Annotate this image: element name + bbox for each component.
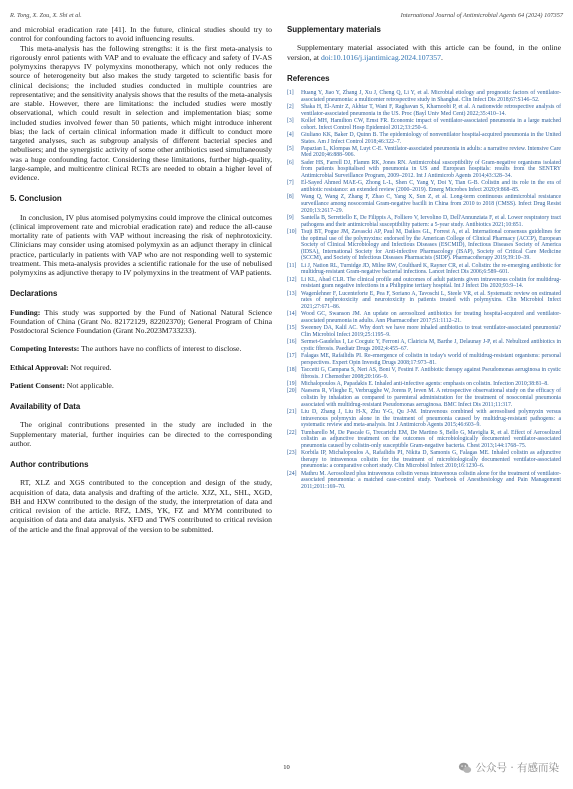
reference-number: [3] <box>287 117 294 124</box>
funding-statement <box>10 308 272 336</box>
reference-text: Falagas ME, Rafailidis PI. Re-emergence of colistin in today's world of multidrug-resistant organisms: personal perspectives. Expert Opin Investig Drugs 2008;17:973–81. <box>301 353 561 366</box>
watermark <box>458 760 559 775</box>
reference-item[interactable] <box>287 118 561 131</box>
reference-text: Huang Y, Jiao Y, Zhang J, Xu J, Cheng Q, Li Y, et al. Microbial etiology and prognostic factors of ventilator-associated pneumonia: a multicenter retrospective study in Shanghai. Clin Infect Dis 2018;67:S146–52. <box>301 90 561 103</box>
reference-text: Taccetti G, Campana S, Neri AS, Boni V, Festini F. Antibiotic therapy against Pseudomonas aeruginosa in cystic fibrosis. J Chemother 2008;20:166–9. <box>301 367 561 380</box>
reference-text: Liu D, Zhang J, Liu H-X, Zhu Y-G, Qu J-M. Intravenous combined with aerosolised polymyxin versus intravenous polymyxin alone in the treatment of pneumonia caused by multidrug-resistant pathogens: a systematic review and meta-analysis. Int J Antimicrob Agents 2015;46:603–9. <box>301 408 561 429</box>
reference-number: [18] <box>287 367 297 374</box>
watermark-text: 公众号 · 有感而染 <box>475 762 559 774</box>
reference-number: [11] <box>287 262 297 269</box>
reference-item[interactable] <box>287 471 561 491</box>
supplementary-end: . <box>440 52 443 62</box>
supplementary-doi-link[interactable]: doi:10.1016/j.ijantimicag.2024.107357 <box>320 52 441 62</box>
reference-number: [19] <box>287 381 297 387</box>
reference-text: Tsuji BT, Pogue JM, Zavascki AP, Paul M, Daikos GL, Forrest A, et al. International consensus guidelines for the optimal use of the polymyxins: endorsed by the American College of Clinical Pharmacy (ACCP), European Society of Clinical Microbiology and Infectious Diseases (ESCMID), Infectious Diseases Society of America (IDSA), International Society for Anti-infective Pharmacology (ISAP), Society of Critical Care Medicine (SCCM), and Society of Infectious Diseases Pharmacists (SIDP). Pharmacotherapy 2019;39:10–39. <box>301 228 561 262</box>
reference-text: Sermet-Gaudelus I, Le Cocguic Y, Ferroni A, Clairicia M, Barthe J, Delaunay J-P, et al. Nebulized antibiotics in cystic fibrosis. Paediatr Drugs 2002;4:455–67. <box>301 339 561 352</box>
funding-label: Funding: <box>10 307 41 317</box>
supplementary-heading: Supplementary materials <box>287 25 381 34</box>
reference-text: Sader HS, Farrell DJ, Flamm RK, Jones RN. Antimicrobial susceptibility of Gram-negative organisms isolated from patients hospitalised with pneumonia in US and European hospitals: results from the SENTRY Antimicrobial Surveillance Program, 2009–2012. Int J Antimicrob Agents 2014;43:328–34. <box>301 159 561 180</box>
reference-item[interactable] <box>287 430 561 450</box>
competing-statement <box>10 344 272 353</box>
reference-item[interactable] <box>287 409 561 429</box>
reference-item[interactable] <box>287 263 561 276</box>
reference-text: Sweeney DA, Kalil AC. Why don't we have more inhaled antibiotics to treat ventilator-associated pneumonia? Clin Microbiol Infect 2019;25:1195–9. <box>301 325 561 338</box>
reference-item[interactable] <box>287 450 561 470</box>
reference-item[interactable] <box>287 104 561 117</box>
reference-item[interactable] <box>287 160 561 180</box>
reference-item[interactable] <box>287 180 561 193</box>
reference-item[interactable] <box>287 146 561 159</box>
reference-item[interactable] <box>287 291 561 311</box>
reference-number: [12] <box>287 276 297 283</box>
reference-text: Mathru M. Aerosolized plus intravenous colistin versus intravenous colistin alone for the treatment of ventilator-associated pneumonia: a matched case-control study. Yearbook of Anesthesiology and Pain Management 2011;2011:169–70. <box>301 470 561 490</box>
reference-number: [8] <box>287 194 294 201</box>
body-paragraph: and microbial eradication rate [41]. In the future, clinical studies should try to control for confounding factors to avoid influencing results. <box>10 25 272 44</box>
reference-text: Wood GC, Swanson JM. An update on aerosolized antibiotics for treating hospital-acquired and ventilator-associated pneumonia in adults. Ann Pharmacother 2017;51:1112–21. <box>301 311 561 324</box>
right-column <box>287 25 561 749</box>
reference-item[interactable] <box>287 353 561 366</box>
conclusion-paragraph: In conclusion, IV plus atomised polymyxins could improve the clinical outcomes (clinical improvement rate and microbial eradication rate) and reduce the all-cause mortality rate of patients with VAP without increasing the risk of nephrotoxicity. Clinicians may consider using atomised polymyxin as an adjunct therapy in clinical practice, particularly in patients with VAP who are not responding well to systemic treatment. This meta-analysis provides a scientific rationale for the use of nebulised polymyxins as adjunctive therapy to IV polymyxins in the treatment of VAP patients. <box>10 212 272 277</box>
reference-number: [5] <box>287 145 294 152</box>
availability-heading: Availability of Data <box>10 402 81 411</box>
reference-number: [7] <box>287 180 294 187</box>
header-journal: International Journal of Antimicrobial Agents 64 (2024) 107357 <box>400 12 563 19</box>
reference-number: [21] <box>287 408 297 415</box>
reference-text: El-Sayed Ahmed MAE-G, Zhong L-L, Shen C, Yang Y, Doi Y, Tian G-B. Colistin and its role in the era of antibiotic resistance: an extended review (2000–2019). Emerg Microbes Infect 2020;9:868–85. <box>301 180 561 193</box>
reference-text: Giuliano KK, Baker D, Quinn B. The epidemiology of nonventilator hospital-acquired pneumonia in the United States. Am J Infect Control 2018;46:322–7. <box>301 131 561 145</box>
reference-item[interactable] <box>287 229 561 262</box>
contributions-heading: Author contributions <box>10 460 89 469</box>
reference-text: Korbila IP, Michalopoulos A, Rafailidis PI, Nikita D, Samonis G, Falagas ME. Inhaled colistin as adjunctive therapy to intravenous colistin for the treatment of microbiologically documented ventilator-associated pneumonia: a comparative cohort study. Clin Microbiol Infect 2010;16:1230–6. <box>301 450 561 470</box>
reference-item[interactable] <box>287 277 561 290</box>
reference-number: [13] <box>287 290 297 297</box>
references-heading: References <box>287 73 330 83</box>
reference-item[interactable] <box>287 388 561 408</box>
funding-text: This study was supported by the Fund of National Natural Science Foundation of China (Grant No. 82172129, 82202370); General Program of China Postdoctoral Science Foundation (Grant No.2023M733233). <box>10 307 272 335</box>
reference-item[interactable] <box>287 381 561 388</box>
reference-number: [6] <box>287 159 294 166</box>
competing-text: The authors have no conflicts of interest to disclose. <box>79 344 242 354</box>
ethical-text: Not required. <box>68 362 112 372</box>
reference-item[interactable] <box>287 90 561 103</box>
reference-number: [4] <box>287 131 294 138</box>
reference-item[interactable] <box>287 325 561 338</box>
reference-text: Li KL, Abad CLR. The clinical profile and outcomes of adult patients given intravenous colistin for multidrug-resistant gram negative infections in a Philippine tertiary hospital. Int J Infect Dis 2020;93:9–14. <box>301 276 561 290</box>
ethical-label: Ethical Approval: <box>10 362 69 372</box>
competing-label: Competing Interests: <box>10 344 80 354</box>
header-authors: R. Tong, X. Zou, X. Shi et al. <box>10 12 82 19</box>
strengths-paragraph: This meta-analysis has the following strengths: it is the first meta-analysis to rigorously enrol patients with VAP and to evaluate the efficacy and safety of IV-AS polymyxins therapyvs IV polymyxins monotherapy, which not only reduces the source of heterogeneity but also makes the study targeted to scientific basis for clinical decisions; the included studies conducted in multiple countries are representative; and the sensitivity analysis shows that the results of the meta-analysis are stable. However, there are limitations: the included studies were mostly observational, which could result in selection and implementation bias; some included studies involved fewer than 50 patients, which might introduce inherent bias; the lack of certain clinical information made it difficult to conduct more targeted analyses, such as subgroup analysis of different bacterial species and nebulisers; and the synergistic activity of some other antibiotics used simultaneously was a huge confounding factor. Considering these limitations, further high-quality, large-sample, and multicentre clinical RCTs are needed to obtain a higher level of evidence. <box>10 43 272 182</box>
declarations-heading: Declarations <box>10 289 58 299</box>
reference-number: [14] <box>287 311 297 318</box>
reference-text: Santella B, Serretiello E, De Filippis A, Folliero V, Iervolino D, Dell'Annunziata F, et al. Lower respiratory tract pathogens and their antimicrobial susceptibility pattern: a 5-year study. Antibiotics 2021;10:851. <box>301 214 561 228</box>
reference-number: [17] <box>287 353 297 360</box>
contributions-paragraph: RT, XLZ and XGS contributed to the conception and design of the study, acquisition of data, data analysis and drafting of the article. XJZ, XL, SHL, XGD, BH and HXW contributed to the design of the study, the interpretation of data and critical revision of the article. RFZ, LMS, YK, FZ and MYM contributed to acquisition of data and data analysis. XFD and TWS contributed to critical revision of the article and the final approval of the version to be submitted. <box>10 478 272 534</box>
reference-text: Kollef MH, Hamilton CW, Ernst FR. Economic impact of ventilator-associated pneumonia in a large matched cohort. Infect Control Hosp Epidemiol 2012;33:250–6. <box>301 117 561 131</box>
reference-number: [1] <box>287 90 294 96</box>
supplementary-text: Supplementary material associated with this article can be found, in the online version, at <box>287 43 561 62</box>
reference-item[interactable] <box>287 194 561 214</box>
ethical-statement <box>10 363 272 372</box>
reference-number: [10] <box>287 228 297 235</box>
reference-number: [15] <box>287 325 297 332</box>
reference-text: Michalopoulos A, Papadakis E. Inhaled anti-infective agents: emphasis on colistin. Infection 2010;38:81–8. <box>301 381 549 387</box>
reference-text: Shaka H, El-Amir Z, Akhtar T, Wani F, Raghavan S, Kharnoobi P, et al. A nationwide retrospective analysis of ventilator-associated pneumonia in the US. Proc (Bayl Univ Med Cent) 2022;35:410–14. <box>301 103 561 117</box>
running-header <box>10 12 563 19</box>
consent-text: Not applicable. <box>64 380 114 390</box>
page-number: 10 <box>283 764 290 771</box>
reference-number: [9] <box>287 214 294 221</box>
reference-number: [24] <box>287 470 297 477</box>
wechat-icon <box>458 761 472 775</box>
availability-paragraph: The original contributions presented in the study are included in the Supplementary material, further inquiries can be directed to the corresponding author. <box>10 420 272 448</box>
reference-text: Papazian L, Klompas M, Luyt C-E. Ventilator-associated pneumonia in adults: a narrative review. Intensive Care Med 2020;46:888–906. <box>301 145 561 159</box>
reference-number: [22] <box>287 429 297 436</box>
reference-number: [2] <box>287 103 294 110</box>
reference-item[interactable] <box>287 339 561 352</box>
consent-label: Patient Consent: <box>10 380 65 390</box>
reference-text: Wang Q, Wang Z, Zhang F, Zhao C, Yang X, Sun Z, et al. Long-term continuous antimicrobial resistance surveillance among nosocomial Gram-negative bacilli in China from 2010 to 2018 (CMSS). Infect Drug Resist 2020;13:2617–29. <box>301 194 561 214</box>
reference-item[interactable] <box>287 132 561 145</box>
reference-text: Tumbarello M, De Pascale G, Trecarichi EM, De Martino S, Bello G, Maviglia R, et al. Effect of Aerosolized colistin as adjunctive treatment on the outcomes of microbiologically documented ventilator-associated pneumonia caused by colistin-only susceptible Gram-negative bacteria. Chest 2013;144:1768–75. <box>301 429 561 449</box>
supplementary-paragraph <box>287 43 561 62</box>
left-column <box>10 25 272 749</box>
consent-statement <box>10 381 272 390</box>
conclusion-heading: 5. Conclusion <box>10 194 62 204</box>
reference-item[interactable] <box>287 367 561 380</box>
reference-text: Naesens R, Vlieghe E, Verbrugghe W, Jorens P, Ieven M. A retrospective observational study on the efficacy of colistin by inhalation as compared to parenteral administration for the treatment of nosocomial pneumonia associated with multidrug-resistant Pseudomonas aeruginosa. BMC Infect Dis 2011;11:317. <box>301 388 561 408</box>
reference-item[interactable] <box>287 215 561 228</box>
reference-number: [16] <box>287 339 297 346</box>
reference-text: Wagenlehner F, Lucenteforte E, Pea F, Soriano A, Tavoschi L, Steele VR, et al. Systematic review on estimated rates of nephrotoxicity and neurotoxicity in patients treated with polymyxins. Clin Microbiol Infect 2021;27:671–86. <box>301 290 561 310</box>
reference-text: Li J, Nation RL, Turnidge JD, Milne RW, Coulthard K, Rayner CR, et al. Colistin: the re-emerging antibiotic for multidrug-resistant Gram-negative bacterial infections. Lancet Infect Dis 2006;6:589–601. <box>301 262 561 276</box>
reference-list <box>287 90 561 490</box>
reference-number: [23] <box>287 450 297 457</box>
reference-item[interactable] <box>287 311 561 324</box>
reference-number: [20] <box>287 388 297 395</box>
